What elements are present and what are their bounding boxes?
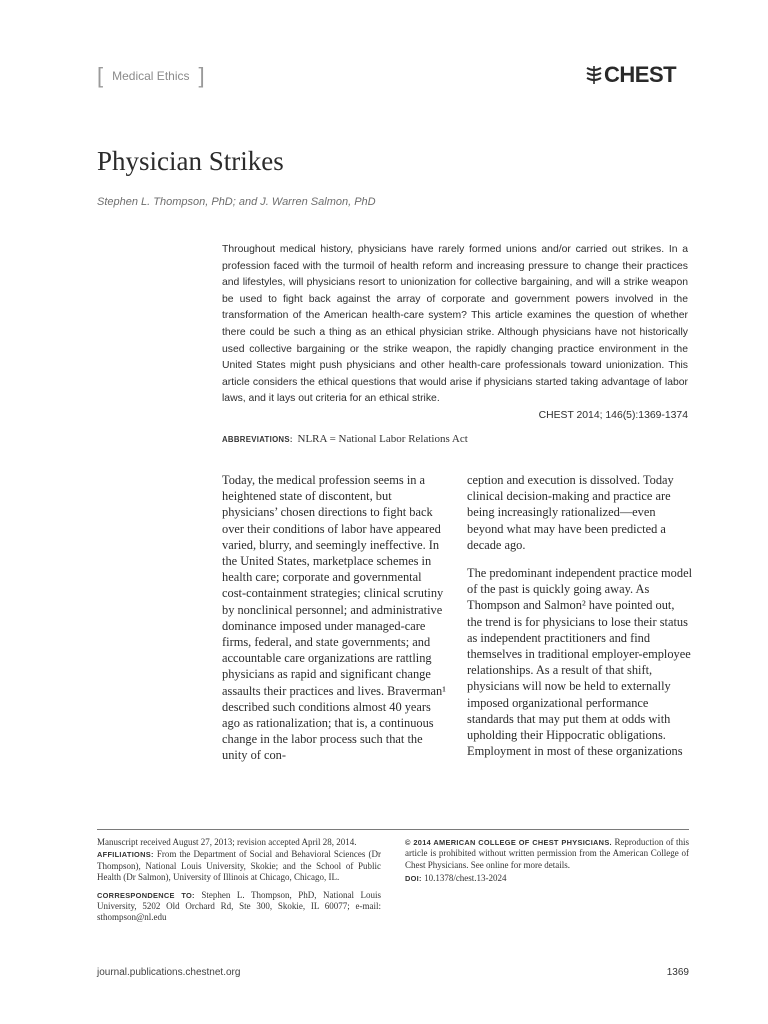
- citation: CHEST 2014; 146(5):1369-1374: [538, 409, 688, 421]
- copyright: [405, 837, 689, 871]
- section-label: Medical Ethics: [112, 69, 190, 83]
- footnotes-left: [97, 837, 381, 930]
- abbreviations-label: ABBREVIATIONS:: [222, 435, 293, 444]
- copyright-label: © 2014 AMERICAN COLLEGE OF CHEST PHYSICIANS.: [405, 838, 612, 847]
- affiliations: [97, 849, 381, 883]
- correspondence-label: CORRESPONDENCE TO:: [97, 890, 195, 900]
- body-paragraph: The predominant independent practice model of the past is quickly going away. As Thompson and Salmon² have pointed out, the trend is for physicians to lose their status as independent practitioners and find themselves in traditional employer-employee relationships. As a result of that shift, physicians will now be held to externally imposed organizational performance standards that may put them at odds with upholding their Hippocratic obligations. Employment in most of these organizations: [467, 566, 693, 759]
- doi: [405, 873, 689, 884]
- body-paragraph: Today, the medical profession seems in a heightened state of discontent, but physicians’ chosen directions to fight back over their conditions of labor have appeared varied, blurry, and seemingly ineffective. In the United States, marketplace schemes in health care; corporate and governmental cost-containment strategies; clinical scrutiny by nonclinical personnel; and administrative dominance imposed under managed-care firms, federal, and state governments; and accountable care organizations are rattling physicians as rapid and significant change assaults their practices and lives. Braverman¹ described such conditions almost 40 years ago as rationalization; that is, a continuous change in the labor process such that the unity of con-: [222, 473, 446, 763]
- section-tag: [97, 64, 205, 88]
- doi-label: DOI:: [405, 874, 422, 884]
- journal-logo: [585, 62, 676, 88]
- right-bracket: ]: [198, 63, 205, 88]
- body-paragraph: ception and execution is dissolved. Today clinical decision-making and practice are being increasingly rationalized—even beyond what may have been predicted a decade ago.: [467, 473, 674, 552]
- footnotes-right: [405, 837, 689, 891]
- abstract-text: Throughout medical history, physicians have rarely formed unions and/or carried out strikes. In a profession faced with the turmoil of health reform and increasing pressure to change their practices and lifestyles, will physicians resort to unionization for collective bargaining, and will a strike weapon be used to fight back against the array of corporate and government powers involved in the transformation of the American health-care system? This article examines the question of whether there could be such a thing as an ethical physician strike. Although physicians have not historically used collective bargaining or the strike weapon, the rapidly changing practice environment in the United States might push physicians and other health-care professionals toward unionization. This article considers the ethical questions that would arise if physicians started taking advantage of labor laws, and it lays out criteria for an ethical strike.: [222, 244, 688, 405]
- journal-url[interactable]: journal.publications.chestnet.org: [97, 967, 241, 978]
- abbreviations: [222, 433, 468, 445]
- abbreviations-text: NLRA = National Labor Relations Act: [297, 433, 468, 445]
- affiliations-label: AFFILIATIONS:: [97, 850, 154, 860]
- copyright-text: Reproduction of this article is prohibited without written permission from the American College of Chest Physicians. See online for more details.: [405, 837, 689, 870]
- article-title: Physician Strikes: [97, 146, 284, 176]
- page-number: 1369: [666, 967, 689, 978]
- abstract: [222, 242, 688, 425]
- affiliations-text: From the Department of Social and Behavioral Sciences (Dr Thompson), National Louis University, Skokie; and the School of Public Health (Dr Salmon), University of Illinois at Chicago, Chicago, IL.: [97, 849, 381, 883]
- article-authors: Stephen L. Thompson, PhD; and J. Warren Salmon, PhD: [97, 196, 376, 208]
- doi-text[interactable]: 10.1378/chest.13-2024: [424, 873, 507, 884]
- body-column-right: [467, 472, 692, 771]
- manuscript-dates: Manuscript received August 27, 2013; revision accepted April 28, 2014.: [97, 837, 357, 847]
- logo-text: CHEST: [604, 62, 677, 87]
- correspondence-text: Stephen L. Thompson, PhD, National Louis University, 5202 Old Orchard Rd, Ste 300, Skokie, IL 60077; e-mail: sthompson@nl.edu: [97, 889, 381, 923]
- footnote-divider: [97, 829, 689, 830]
- body-column-left: [222, 472, 447, 776]
- chest-logo-icon: [585, 65, 603, 85]
- correspondence: [97, 890, 381, 924]
- left-bracket: [: [97, 63, 104, 88]
